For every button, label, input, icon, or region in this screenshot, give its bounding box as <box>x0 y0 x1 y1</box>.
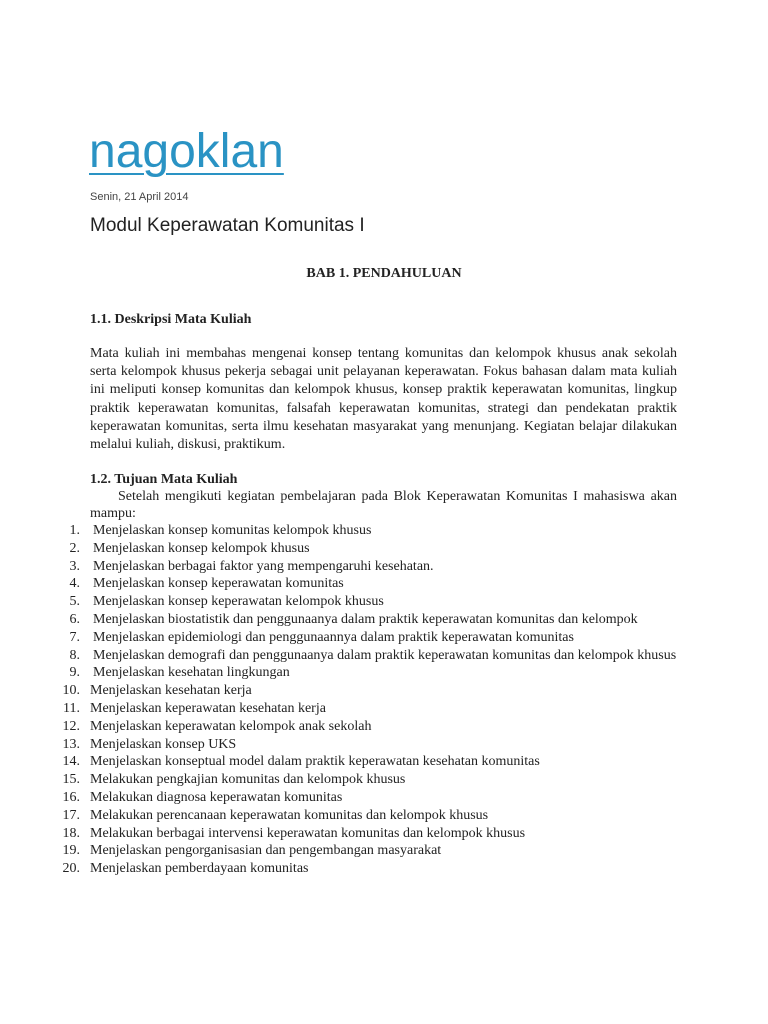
objective-number: 12. <box>62 718 80 734</box>
objective-item <box>0 771 677 789</box>
objectives-intro: Setelah mengikuti kegiatan pembelajaran pada Blok Keperawatan Komunitas I mahasiswa akan mampu: <box>90 489 677 521</box>
objective-number: 4. <box>69 576 80 592</box>
objective-number: 20. <box>62 861 80 877</box>
objective-item <box>0 700 677 718</box>
objective-item <box>0 682 677 700</box>
objective-number: 15. <box>62 772 80 788</box>
objective-item <box>0 825 677 843</box>
objective-text: Menjelaskan konsep keperawatan kelompok khusus <box>93 594 384 610</box>
objective-number: 7. <box>69 629 80 645</box>
objective-text: Melakukan berbagai intervensi keperawatan komunitas dan kelompok khusus <box>90 825 526 841</box>
post-date: Senin, 21 April 2014 <box>90 191 189 203</box>
objective-text: Menjelaskan konsep komunitas kelompok khusus <box>93 523 372 538</box>
objective-text: Melakukan diagnosa keperawatan komunitas <box>90 789 343 805</box>
objective-text: Menjelaskan keperawatan kelompok anak sekolah <box>90 718 372 734</box>
objective-item <box>0 575 677 593</box>
objectives-list <box>0 522 768 878</box>
objective-number: 10. <box>62 683 80 699</box>
objective-item <box>0 789 677 807</box>
objective-item <box>0 611 677 629</box>
objective-item <box>0 522 677 540</box>
section-heading-objectives: 1.2. Tujuan Mata Kuliah <box>90 472 238 487</box>
objective-text: Menjelaskan kesehatan kerja <box>90 683 252 699</box>
objective-item <box>0 860 677 878</box>
objective-text: Menjelaskan berbagai faktor yang mempengaruhi kesehatan. <box>93 558 434 574</box>
objective-number: 18. <box>62 825 80 841</box>
objective-text: Melakukan perencanaan keperawatan komunitas dan kelompok khusus <box>90 807 489 823</box>
chapter-heading: BAB 1. PENDAHULUAN <box>306 266 462 281</box>
objective-number: 8. <box>69 647 80 663</box>
objective-number: 6. <box>69 611 80 627</box>
objective-number: 1. <box>69 523 80 538</box>
objective-text: Menjelaskan biostatistik dan penggunaanya dalam praktik keperawatan komunitas dan kelompok <box>93 611 638 627</box>
objective-item <box>0 736 677 754</box>
objective-item <box>0 664 677 682</box>
objective-text: Menjelaskan pengorganisasian dan pengembangan masyarakat <box>90 843 442 859</box>
objective-number: 17. <box>62 807 80 823</box>
objective-number: 11. <box>63 700 80 716</box>
objective-item <box>0 647 677 665</box>
objective-item <box>0 718 677 736</box>
objective-number: 14. <box>62 754 80 770</box>
blog-title-link[interactable]: nagoklan <box>89 125 284 178</box>
objective-item <box>0 753 677 771</box>
objective-text: Menjelaskan konsep kelompok khusus <box>93 540 310 556</box>
objective-item <box>0 629 677 647</box>
objective-text: Melakukan pengkajian komunitas dan kelompok khusus <box>90 772 406 788</box>
objective-item <box>0 593 677 611</box>
objective-number: 19. <box>62 843 80 859</box>
objective-text: Menjelaskan keperawatan kesehatan kerja <box>90 700 326 716</box>
objective-number: 13. <box>62 736 80 752</box>
objective-number: 9. <box>69 665 80 681</box>
objective-item <box>0 842 677 860</box>
objective-text: Menjelaskan epidemiologi dan penggunaannya dalam praktik keperawatan komunitas <box>93 629 574 645</box>
objective-text: Menjelaskan pemberdayaan komunitas <box>90 861 309 877</box>
post-title: Modul Keperawatan Komunitas I <box>90 215 365 236</box>
objective-item <box>0 558 677 576</box>
objective-text: Menjelaskan konsep keperawatan komunitas <box>93 576 344 592</box>
objective-number: 5. <box>69 594 80 610</box>
objective-item <box>0 807 677 825</box>
objective-text: Menjelaskan kesehatan lingkungan <box>93 665 290 681</box>
section-description-body: Mata kuliah ini membahas mengenai konsep tentang komunitas dan kelompok khusus anak sekolah serta kelompok khusus pekerja sebagai unit pelayanan keperawatan. Fokus bahasan dalam mata kuliah ini meliputi konsep komunitas dan kelompok khusus, konsep praktik keperawatan komunitas, lingkup praktik keperawatan komunitas, falsafah keperawatan komunitas, strategi dan pendekatan praktik keperawatan komunitas, serta ilmu kesehatan masyarakat yang menunjang. Kegiatan belajar dilakukan melalui kuliah, diskusi, praktikum. <box>90 346 677 453</box>
objective-text: Menjelaskan konsep UKS <box>90 736 237 752</box>
objective-text: Menjelaskan demografi dan penggunaanya dalam praktik keperawatan komunitas dan kelompok khusus <box>93 647 677 663</box>
objective-text: Menjelaskan konseptual model dalam praktik keperawatan kesehatan komunitas <box>90 754 540 770</box>
objective-number: 16. <box>62 789 80 805</box>
objective-number: 3. <box>69 558 80 574</box>
objective-item <box>0 540 677 558</box>
objective-number: 2. <box>69 540 80 556</box>
section-heading-description: 1.1. Deskripsi Mata Kuliah <box>90 312 252 327</box>
